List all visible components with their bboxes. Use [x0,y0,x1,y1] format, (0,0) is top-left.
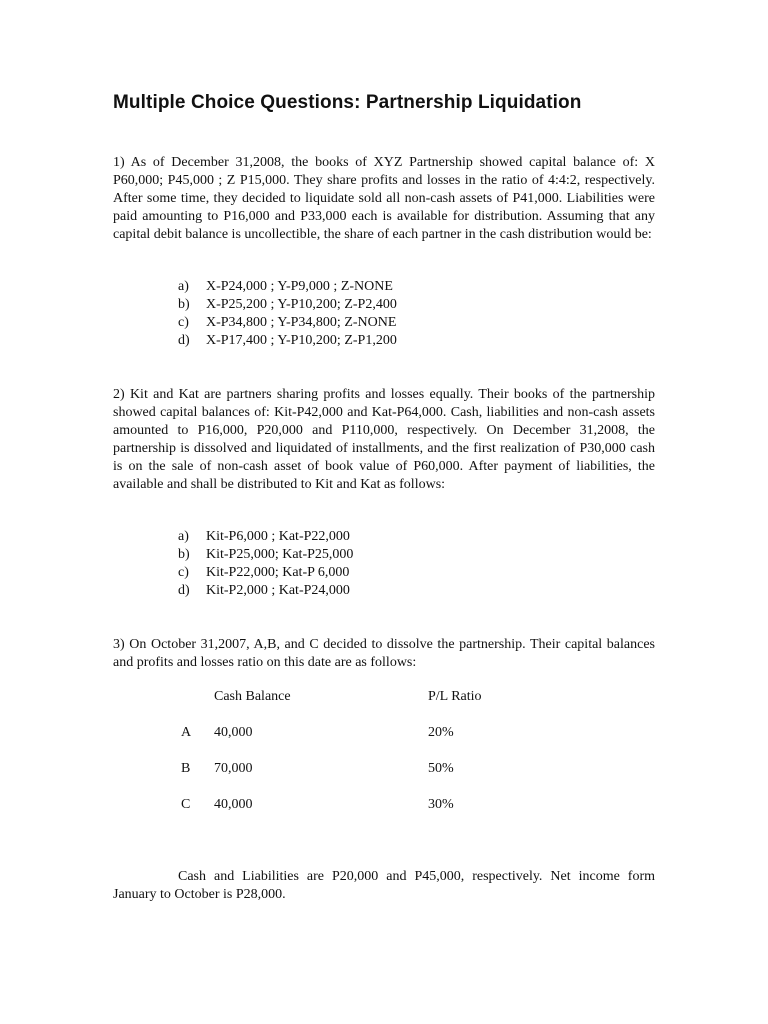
table-cell: 70,000 [214,761,253,776]
option-item [178,564,353,582]
option-text: X-P25,200 ; Y-P10,200; Z-P2,400 [206,297,397,312]
option-item [178,314,397,332]
option-letter: c) [178,565,189,580]
option-item [178,546,353,564]
option-letter: b) [178,547,190,562]
option-letter: b) [178,297,190,312]
table-cell: 20% [428,725,454,740]
option-item [178,332,397,350]
option-item [178,528,353,546]
question-1-text: 1) As of December 31,2008, the books of XYZ Partnership showed capital balance of: X P60,000; P45,000 ; Z P15,000. They share profits and losses in the ratio of 4:4:2, respectively. After some time, they decided to liquidate sold all non-cash assets of P41,000. Liabilities were paid amounting to P16,000 and P33,000 each is available for distribution. Assuming that any capital debit balance is uncollectible, the share of each partner in the cash distribution would be: [113,155,655,242]
capital-balance-table [178,688,498,818]
option-text: X-P34,800 ; Y-P34,800; Z-NONE [206,315,397,330]
option-letter: a) [178,529,189,544]
question-2-options [178,528,353,600]
table-cell: 50% [428,761,454,776]
option-item [178,278,397,296]
option-text: Kit-P25,000; Kat-P25,000 [206,547,354,562]
question-3-text: 3) On October 31,2007, A,B, and C decided to dissolve the partnership. Their capital balances and profits and losses ratio on this date are as follows: [113,637,655,670]
table-cell: 40,000 [214,725,253,740]
option-item [178,582,353,600]
table-header: Cash Balance [214,689,291,704]
question-3-note: Cash and Liabilities are P20,000 and P45,000, respectively. Net income form January to October is P28,000. [113,869,655,902]
option-item [178,296,397,314]
table-cell: 40,000 [214,797,253,812]
table-header: P/L Ratio [428,689,482,704]
page-title: Multiple Choice Questions: Partnership Liquidation [113,92,582,113]
table-cell: A [181,725,192,740]
option-text: Kit-P22,000; Kat-P 6,000 [206,565,350,580]
option-letter: a) [178,279,189,294]
option-text: X-P24,000 ; Y-P9,000 ; Z-NONE [206,279,393,294]
option-text: Kit-P6,000 ; Kat-P22,000 [206,529,350,544]
option-text: X-P17,400 ; Y-P10,200; Z-P1,200 [206,333,397,348]
question-1-options [178,278,397,350]
table-cell: C [181,797,191,812]
question-2-text: 2) Kit and Kat are partners sharing profits and losses equally. Their books of the partnership showed capital balances of: Kit-P42,000 and Kat-P64,000. Cash, liabilities and non-cash assets amounted to P16,000, P20,000 and P110,000, respectively. On December 31,2008, the partnership is dissolved and liquidated of installments, and the first realization of P30,000 cash is on the sale of non-cash asset of book value of P60,000. After payment of liabilities, the available and shall be distributed to Kit and Kat as follows: [113,387,655,492]
table-cell: 30% [428,797,454,812]
option-letter: c) [178,315,189,330]
option-text: Kit-P2,000 ; Kat-P24,000 [206,583,350,598]
option-letter: d) [178,583,190,598]
table-cell: B [181,761,191,776]
option-letter: d) [178,333,190,348]
